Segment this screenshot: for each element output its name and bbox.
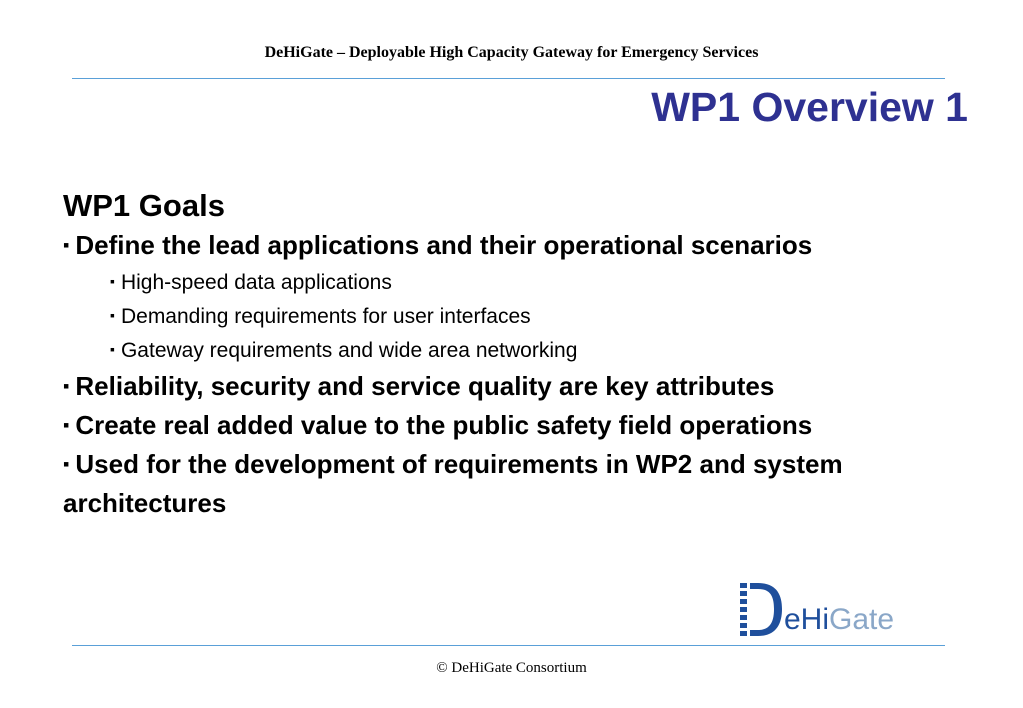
dehigate-logo — [740, 582, 950, 638]
bullet-marker-icon: ▪ — [110, 341, 115, 357]
bullet-item — [63, 406, 993, 445]
bullet-item — [63, 445, 993, 523]
bullet-item — [63, 226, 993, 265]
logo-d-mark-icon — [740, 583, 782, 636]
sub-bullet-item — [63, 333, 993, 367]
header-title: DeHiGate – Deployable High Capacity Gateway for Emergency Services — [264, 44, 759, 61]
sub-bullet-item — [63, 265, 993, 299]
logo-text-dark: eHi — [784, 603, 830, 636]
bullet-marker-icon: ▪ — [110, 273, 115, 289]
logo-text-light: Gate — [829, 603, 895, 636]
footer-divider — [72, 645, 945, 646]
sub-bullet-text: High-speed data applications — [120, 271, 392, 294]
footer-copyright: © DeHiGate Consortium — [436, 660, 587, 676]
logo-text — [784, 603, 894, 636]
sub-bullet-item — [63, 299, 993, 333]
bullet-marker-icon: ▪ — [63, 415, 70, 435]
bullet-text: Used for the development of requirements in WP2 and system architectures — [63, 449, 843, 518]
bullet-marker-icon: ▪ — [110, 307, 115, 323]
header-divider — [72, 78, 945, 79]
slide-content — [63, 186, 993, 523]
sub-bullet-text: Gateway requirements and wide area networking — [120, 339, 578, 362]
section-heading: WP1 Goals — [63, 188, 225, 223]
sub-bullet-text: Demanding requirements for user interfaces — [120, 305, 531, 328]
bullet-marker-icon: ▪ — [63, 235, 70, 255]
bullet-item — [63, 367, 993, 406]
bullet-text: Reliability, security and service quality are key attributes — [75, 371, 775, 401]
bullet-marker-icon: ▪ — [63, 454, 70, 474]
bullet-marker-icon: ▪ — [63, 376, 70, 396]
bullet-text: Define the lead applications and their operational scenarios — [75, 230, 813, 260]
slide-title: WP1 Overview 1 — [651, 84, 968, 130]
bullet-text: Create real added value to the public safety field operations — [75, 410, 813, 440]
